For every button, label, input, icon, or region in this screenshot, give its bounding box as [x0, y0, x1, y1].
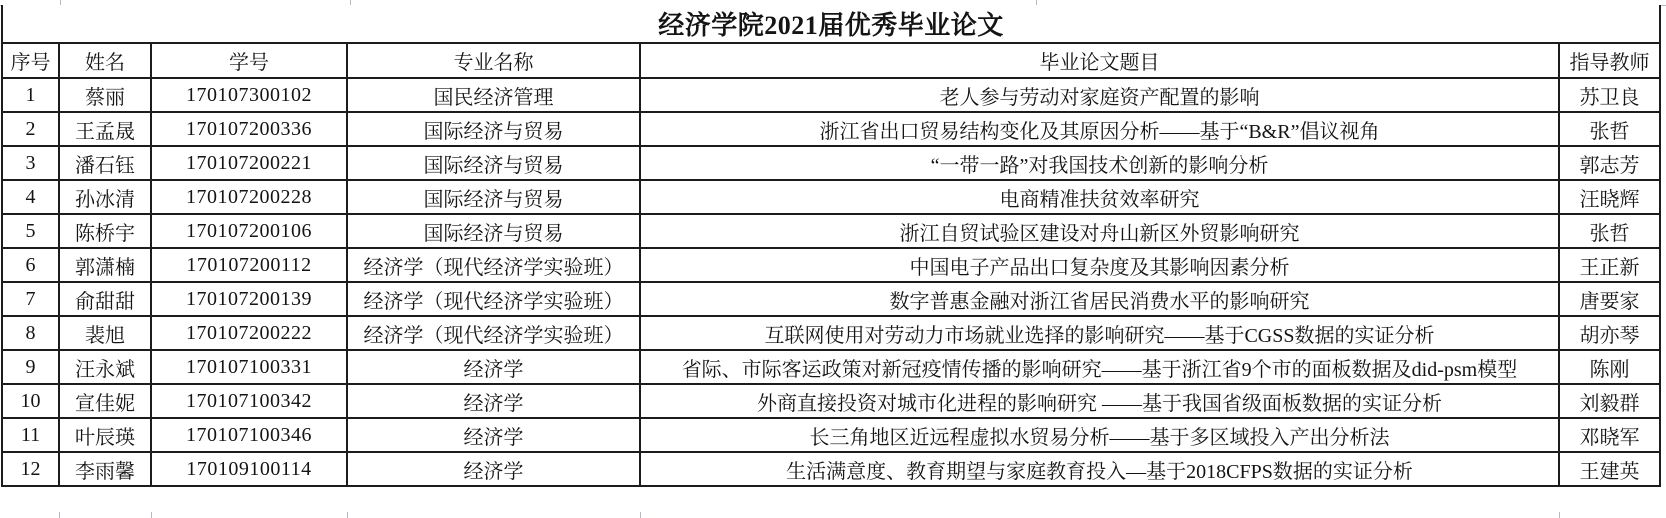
cropped-row-bottom: [0, 512, 1666, 518]
major-cell: 国际经济与贸易: [347, 112, 640, 146]
student-id-cell: 170107200221: [151, 146, 347, 180]
serial-number-cell: 7: [2, 282, 59, 316]
student-name-cell: 郭潇楠: [59, 248, 151, 282]
major-cell: 经济学（现代经济学实验班）: [347, 282, 640, 316]
serial-number-cell: 3: [2, 146, 59, 180]
thesis-title-cell: 生活满意度、教育期望与家庭教育投入—基于2018CFPS数据的实证分析: [640, 452, 1559, 486]
student-name-cell: 潘石钰: [59, 146, 151, 180]
advisor-cell: 苏卫良: [1559, 78, 1660, 112]
student-name-cell: 李雨馨: [59, 452, 151, 486]
table-row: [2, 78, 1660, 112]
thesis-title-cell: 省际、市际客运政策对新冠疫情传播的影响研究——基于浙江省9个市的面板数据及did-psm模型: [640, 350, 1559, 384]
serial-number-cell: 2: [2, 112, 59, 146]
student-id-cell: 170107200139: [151, 282, 347, 316]
student-id-cell: 170107200222: [151, 316, 347, 350]
table-row: [2, 418, 1660, 452]
advisor-cell: 王正新: [1559, 248, 1660, 282]
table-row: [2, 112, 1660, 146]
table-row: [2, 282, 1660, 316]
table-row: [2, 146, 1660, 180]
column-header-col-no: 序号: [2, 43, 59, 78]
student-id-cell: 170107200112: [151, 248, 347, 282]
serial-number-cell: 11: [2, 418, 59, 452]
serial-number-cell: 9: [2, 350, 59, 384]
student-id-cell: 170107200336: [151, 112, 347, 146]
major-cell: 国际经济与贸易: [347, 214, 640, 248]
serial-number-cell: 6: [2, 248, 59, 282]
column-header-col-student-id: 学号: [151, 43, 347, 78]
student-id-cell: 170107100342: [151, 384, 347, 418]
student-id-cell: 170107100346: [151, 418, 347, 452]
major-cell: 经济学: [347, 384, 640, 418]
thesis-table: [1, 5, 1661, 487]
student-id-cell: 170107100331: [151, 350, 347, 384]
student-name-cell: 孙冰清: [59, 180, 151, 214]
table-row: [2, 384, 1660, 418]
gridline-fragment: [151, 512, 152, 518]
major-cell: 经济学（现代经济学实验班）: [347, 316, 640, 350]
thesis-title-cell: 电商精准扶贫效率研究: [640, 180, 1559, 214]
serial-number-cell: 12: [2, 452, 59, 486]
major-cell: 经济学: [347, 452, 640, 486]
student-name-cell: 王孟晟: [59, 112, 151, 146]
table-row: [2, 248, 1660, 282]
advisor-cell: 汪晓辉: [1559, 180, 1660, 214]
student-name-cell: 汪永斌: [59, 350, 151, 384]
student-name-cell: 裴旭: [59, 316, 151, 350]
student-name-cell: 叶辰瑛: [59, 418, 151, 452]
major-cell: 经济学（现代经济学实验班）: [347, 248, 640, 282]
thesis-title-cell: 数字普惠金融对浙江省居民消费水平的影响研究: [640, 282, 1559, 316]
advisor-cell: 胡亦琴: [1559, 316, 1660, 350]
thesis-title-cell: 老人参与劳动对家庭资产配置的影响: [640, 78, 1559, 112]
student-id-cell: 170107300102: [151, 78, 347, 112]
advisor-cell: 唐要家: [1559, 282, 1660, 316]
table-row: [2, 180, 1660, 214]
student-name-cell: 宣佳妮: [59, 384, 151, 418]
table-row: [2, 316, 1660, 350]
serial-number-cell: 5: [2, 214, 59, 248]
gridline-fragment: [59, 512, 60, 518]
serial-number-cell: 1: [2, 78, 59, 112]
title-row: [2, 5, 1660, 43]
column-header-col-thesis-title: 毕业论文题目: [640, 43, 1559, 78]
table-row: [2, 350, 1660, 384]
gridline-fragment: [1559, 512, 1560, 518]
gridline-fragment: [640, 512, 641, 518]
advisor-cell: 王建英: [1559, 452, 1660, 486]
advisor-cell: 郭志芳: [1559, 146, 1660, 180]
page-title: 经济学院2021届优秀毕业论文: [2, 5, 1660, 43]
column-header-col-major: 专业名称: [347, 43, 640, 78]
thesis-title-cell: 中国电子产品出口复杂度及其影响因素分析: [640, 248, 1559, 282]
table-row: [2, 452, 1660, 486]
thesis-title-cell: 浙江自贸试验区建设对舟山新区外贸影响研究: [640, 214, 1559, 248]
student-name-cell: 陈桥宇: [59, 214, 151, 248]
student-name-cell: 蔡丽: [59, 78, 151, 112]
column-header-col-name: 姓名: [59, 43, 151, 78]
major-cell: 经济学: [347, 418, 640, 452]
student-id-cell: 170107200106: [151, 214, 347, 248]
major-cell: 国际经济与贸易: [347, 180, 640, 214]
thesis-title-cell: 外商直接投资对城市化进程的影响研究 ——基于我国省级面板数据的实证分析: [640, 384, 1559, 418]
column-header-col-advisor: 指导教师: [1559, 43, 1660, 78]
student-name-cell: 俞甜甜: [59, 282, 151, 316]
major-cell: 经济学: [347, 350, 640, 384]
serial-number-cell: 4: [2, 180, 59, 214]
table-header-row: [2, 43, 1660, 78]
student-id-cell: 170109100114: [151, 452, 347, 486]
advisor-cell: 邓晓军: [1559, 418, 1660, 452]
advisor-cell: 张哲: [1559, 112, 1660, 146]
advisor-cell: 张哲: [1559, 214, 1660, 248]
thesis-title-cell: 长三角地区近远程虚拟水贸易分析——基于多区域投入产出分析法: [640, 418, 1559, 452]
thesis-title-cell: “一带一路”对我国技术创新的影响分析: [640, 146, 1559, 180]
gridline-fragment: [347, 512, 348, 518]
advisor-cell: 刘毅群: [1559, 384, 1660, 418]
table-row: [2, 214, 1660, 248]
major-cell: 国民经济管理: [347, 78, 640, 112]
major-cell: 国际经济与贸易: [347, 146, 640, 180]
thesis-title-cell: 浙江省出口贸易结构变化及其原因分析——基于“B&R”倡议视角: [640, 112, 1559, 146]
student-id-cell: 170107200228: [151, 180, 347, 214]
serial-number-cell: 8: [2, 316, 59, 350]
advisor-cell: 陈刚: [1559, 350, 1660, 384]
thesis-title-cell: 互联网使用对劳动力市场就业选择的影响研究——基于CGSS数据的实证分析: [640, 316, 1559, 350]
serial-number-cell: 10: [2, 384, 59, 418]
